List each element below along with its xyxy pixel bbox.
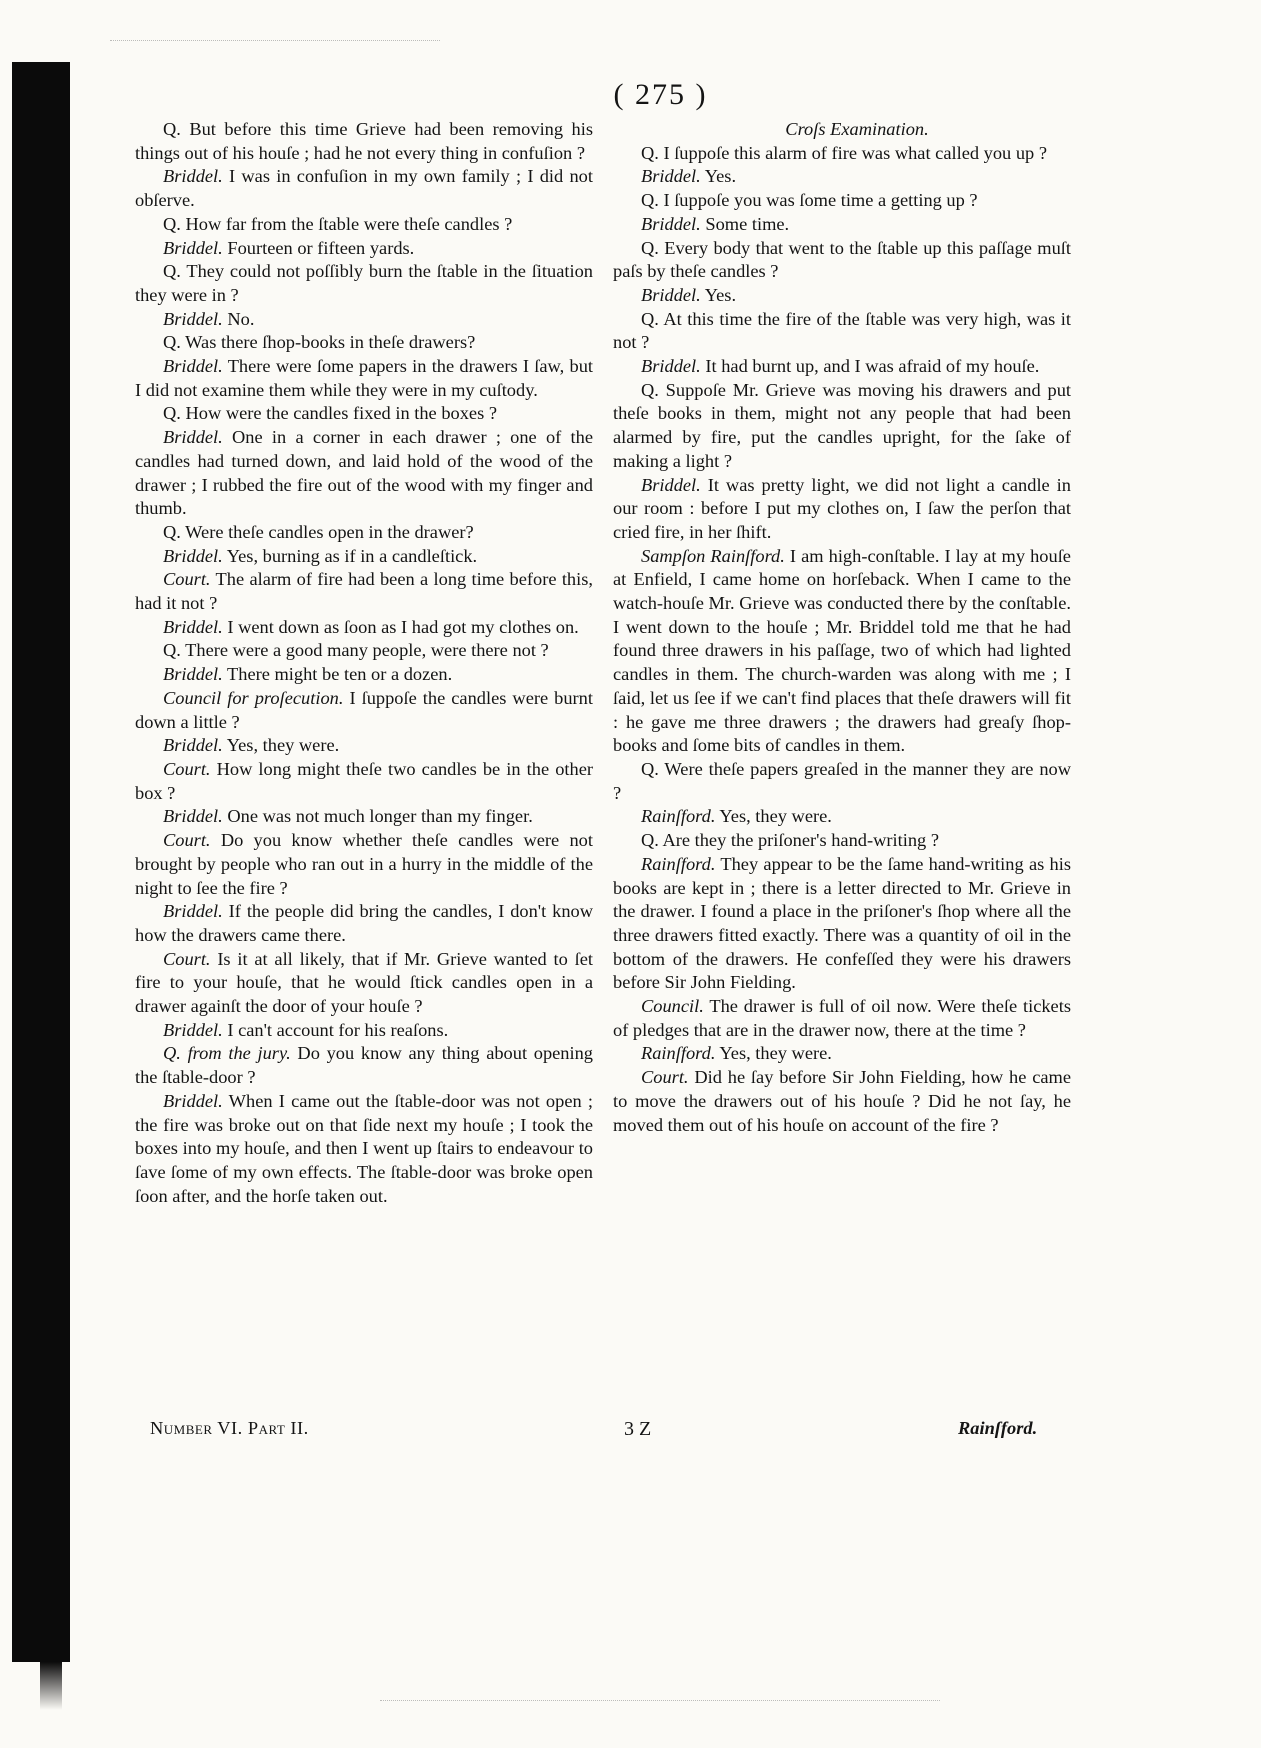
- testimony-text: The drawer is full of oil now. Were theſe tickets of pledges that are in the drawer now, there at the time ?: [613, 996, 1071, 1040]
- testimony-text: There might be ten or a dozen.: [227, 664, 453, 685]
- testimony-paragraph: [135, 1042, 593, 1089]
- speaker-name: Briddel.: [163, 308, 223, 329]
- testimony-text: Yes, burning as if in a candleſtick.: [226, 545, 478, 566]
- testimony-text: How long might theſe two candles be in the other box ?: [135, 758, 593, 803]
- testimony-text: Q. How far from the ſtable were theſe candles ?: [163, 213, 513, 234]
- testimony-text: I ſuppoſe the candles were burnt down a little ?: [135, 687, 593, 732]
- testimony-paragraph: [135, 663, 593, 687]
- testimony-text: Is it at all likely, that if Mr. Grieve wanted to ſet fire to your houſe, that he would ſtick candles open in a drawer againſt the door of your houſe ?: [135, 948, 593, 1017]
- testimony-text: I went down as ſoon as I had got my clothes on.: [227, 616, 579, 637]
- testimony-paragraph: [613, 853, 1071, 995]
- testimony-text: They appear to be the ſame hand-writing as his books are kept in ; there is a letter directed to Mr. Grieve in the drawer. I found a place in the priſoner's ſhop where all the three drawers fitted exactly. There was a quantity of oil in the bottom of the drawers. He confeſſed they were his drawers before Sir John Fielding.: [613, 853, 1071, 993]
- footer-signature-mark: 3 Z: [624, 1418, 652, 1440]
- speaker-name: Briddel.: [641, 474, 701, 495]
- testimony-paragraph: [613, 805, 1071, 829]
- testimony-text: The alarm of fire had been a long time before this, had it not ?: [135, 569, 593, 614]
- bottom-speckle: [380, 1700, 940, 1703]
- speaker-name: Briddel.: [641, 284, 701, 305]
- testimony-paragraph: [135, 521, 593, 545]
- testimony-text: Q. I ſuppoſe you was ſome time a getting up ?: [641, 190, 978, 211]
- speaker-name: Court.: [641, 1067, 689, 1088]
- testimony-paragraph: [613, 829, 1071, 853]
- testimony-paragraph: [135, 165, 593, 212]
- testimony-paragraph: [613, 355, 1071, 379]
- speaker-name: Briddel.: [641, 166, 701, 187]
- footer-catchword: Rainſford.: [958, 1418, 1038, 1438]
- testimony-text: Q. At this time the fire of the ſtable was very high, was it not ?: [613, 308, 1071, 353]
- testimony-text: There were ſome papers in the drawers I ſaw, but I did not examine them while they were in my cuſtody.: [135, 356, 593, 400]
- left-column: [135, 118, 593, 1208]
- speaker-name: Briddel.: [163, 237, 223, 258]
- testimony-paragraph: [613, 213, 1071, 237]
- testimony-paragraph: [613, 758, 1071, 805]
- testimony-paragraph: [613, 545, 1071, 758]
- testimony-paragraph: [135, 308, 593, 332]
- speaker-name: Briddel.: [163, 427, 223, 448]
- binding-edge: [12, 62, 70, 1662]
- cross-examination-heading: Croſs Examination.: [785, 119, 929, 139]
- speaker-name: Briddel.: [641, 356, 701, 377]
- testimony-text: Some time.: [705, 213, 790, 234]
- testimony-paragraph: [135, 1090, 593, 1209]
- speaker-name: Rainſford.: [641, 1043, 716, 1064]
- testimony-paragraph: [135, 568, 593, 615]
- testimony-text: Do you know whether theſe candles were not brought by people who ran out in a hurry in the middle of the night to ſee the fire ?: [135, 830, 593, 898]
- speaker-name: Council.: [641, 996, 704, 1017]
- testimony-text: It was pretty light, we did not light a candle in our room : before I put my clothes on, I ſaw the perſon that cried fire, in her ſhift.: [613, 474, 1071, 542]
- speaker-name: Rainſford.: [641, 806, 716, 827]
- testimony-text: No.: [227, 308, 255, 329]
- testimony-text: I was in confuſion in my own family ; I did not obſerve.: [135, 166, 593, 211]
- testimony-text: Q. There were a good many people, were there not ?: [163, 640, 549, 661]
- testimony-text: Fourteen or fifteen yards.: [227, 237, 415, 258]
- testimony-text: Q. Suppoſe Mr. Grieve was moving his drawers and put theſe books in them, might not any people that had been alarmed by fire, put the candles upright, for the ſake of making a light ?: [613, 379, 1071, 471]
- speaker-name: Briddel.: [163, 664, 223, 685]
- speaker-name: Briddel.: [163, 545, 223, 566]
- speaker-name: Court.: [163, 569, 211, 590]
- testimony-paragraph: [135, 734, 593, 758]
- testimony-paragraph: [135, 805, 593, 829]
- testimony-text: One was not much longer than my finger.: [227, 806, 533, 827]
- testimony-text: Yes, they were.: [719, 1043, 832, 1064]
- testimony-paragraph: [135, 118, 593, 165]
- testimony-paragraph: [135, 829, 593, 900]
- testimony-paragraph: [135, 616, 593, 640]
- testimony-text: One in a corner in each drawer ; one of the candles had turned down, and laid hold of the wood of the drawer ; I rubbed the fire out of the wood with my finger and thumb.: [135, 427, 593, 519]
- speaker-name: Q. from the jury.: [163, 1043, 291, 1064]
- speaker-name: Briddel.: [163, 1090, 223, 1111]
- testimony-text: I am high-conſtable. I lay at my houſe at Enfield, I came home on horſeback. When I came to the watch-houſe Mr. Grieve was conducted there by the conſtable. I went down to the houſe ; Mr. Briddel told me that he had found three drawers in his paſſage, two of which had lighted candles in them. The church-warden was along with me ; I ſaid, let us ſee if we can't find places that theſe drawers will fit : he gave me three drawers ; the drawers had greaſy ſhop-books and ſome bits of candles in them.: [613, 545, 1071, 756]
- testimony-paragraph: [135, 687, 593, 734]
- testimony-text: Q. Were theſe papers greaſed in the manner they are now ?: [613, 758, 1071, 803]
- speaker-name: Briddel.: [163, 1019, 223, 1040]
- testimony-text: Q. But before this time Grieve had been removing his things out of his houſe ; had he not every thing in confuſion ?: [135, 119, 593, 163]
- testimony-paragraph: [135, 402, 593, 426]
- testimony-paragraph: [613, 237, 1071, 284]
- speaker-name: Court.: [163, 830, 211, 851]
- testimony-paragraph: [613, 1066, 1071, 1137]
- testimony-text: Q. They could not poſſibly burn the ſtable in the ſituation they were in ?: [135, 261, 593, 305]
- testimony-paragraph: [135, 900, 593, 947]
- speaker-name: Council for proſecution.: [163, 687, 344, 708]
- speaker-name: Rainſford.: [641, 853, 716, 874]
- testimony-paragraph: [613, 284, 1071, 308]
- testimony-paragraph: [135, 639, 593, 663]
- testimony-text: I can't account for his reaſons.: [227, 1019, 449, 1040]
- testimony-paragraph: [613, 189, 1071, 213]
- testimony-text: Yes, they were.: [719, 806, 832, 827]
- speaker-name: Briddel.: [641, 213, 701, 234]
- testimony-paragraph: [613, 142, 1071, 166]
- testimony-text: Q. Were theſe candles open in the drawer?: [163, 521, 474, 542]
- testimony-paragraph: [135, 426, 593, 521]
- testimony-paragraph: [613, 165, 1071, 189]
- testimony-paragraph: [135, 948, 593, 1019]
- speaker-name: Court.: [163, 758, 211, 779]
- footer-number-part: Number VI. Part II.: [150, 1418, 309, 1438]
- testimony-paragraph: [613, 474, 1071, 545]
- speaker-name: Briddel.: [163, 806, 223, 827]
- testimony-text: Q. I ſuppoſe this alarm of fire was what called you up ?: [641, 142, 1048, 163]
- testimony-text: Do you know any thing about opening the ſtable-door ?: [135, 1043, 594, 1088]
- right-column: [613, 118, 1071, 1137]
- top-speckle: [110, 40, 440, 43]
- testimony-text: Yes.: [704, 166, 737, 187]
- testimony-text: Yes.: [704, 284, 737, 305]
- testimony-text: Q. Every body that went to the ſtable up this paſſage muſt paſs by theſe candles ?: [613, 237, 1071, 282]
- testimony-paragraph: [613, 1042, 1071, 1066]
- testimony-paragraph: [135, 213, 593, 237]
- testimony-text: When I came out the ſtable-door was not open ; the fire was broke out on that ſide next my houſe ; I took the boxes into my houſe, and then I went up ſtairs to endeavour to ſave ſome of my own effects. The ſtable-door was broke open ſoon after, and the horſe taken out.: [135, 1090, 593, 1206]
- testimony-paragraph: [135, 545, 593, 569]
- testimony-paragraph: [135, 260, 593, 307]
- testimony-paragraph: [613, 308, 1071, 355]
- testimony-paragraph: [135, 758, 593, 805]
- testimony-text: Did he ſay before Sir John Fielding, how he came to move the drawers out of his houſe ? Did he not ſay, he moved them out of his houſe on account of the fire ?: [613, 1067, 1071, 1135]
- testimony-text: If the people did bring the candles, I don't know how the drawers came there.: [135, 901, 593, 945]
- testimony-text: Q. Was there ſhop-books in theſe drawers?: [163, 332, 476, 353]
- testimony-text: Q. Are they the priſoner's hand-writing ?: [641, 830, 939, 851]
- testimony-text: Q. How were the candles fixed in the boxes ?: [163, 403, 497, 424]
- speaker-name: Sampſon Rainſford.: [641, 545, 785, 566]
- speaker-name: Briddel.: [163, 356, 223, 377]
- speaker-name: Court.: [163, 948, 211, 969]
- testimony-paragraph: [135, 355, 593, 402]
- testimony-paragraph: [135, 331, 593, 355]
- page-number: ( 275 ): [613, 78, 708, 111]
- testimony-paragraph: [613, 379, 1071, 474]
- speaker-name: Briddel.: [163, 166, 223, 187]
- speaker-name: Briddel.: [163, 901, 223, 922]
- testimony-text: It had burnt up, and I was afraid of my houſe.: [705, 356, 1040, 377]
- testimony-paragraph: [135, 1019, 593, 1043]
- speaker-name: Briddel.: [163, 735, 223, 756]
- speaker-name: Briddel.: [163, 616, 223, 637]
- testimony-paragraph: [613, 995, 1071, 1042]
- testimony-text: Yes, they were.: [226, 735, 340, 756]
- testimony-paragraph: [135, 237, 593, 261]
- binding-edge-tail: [40, 1662, 62, 1710]
